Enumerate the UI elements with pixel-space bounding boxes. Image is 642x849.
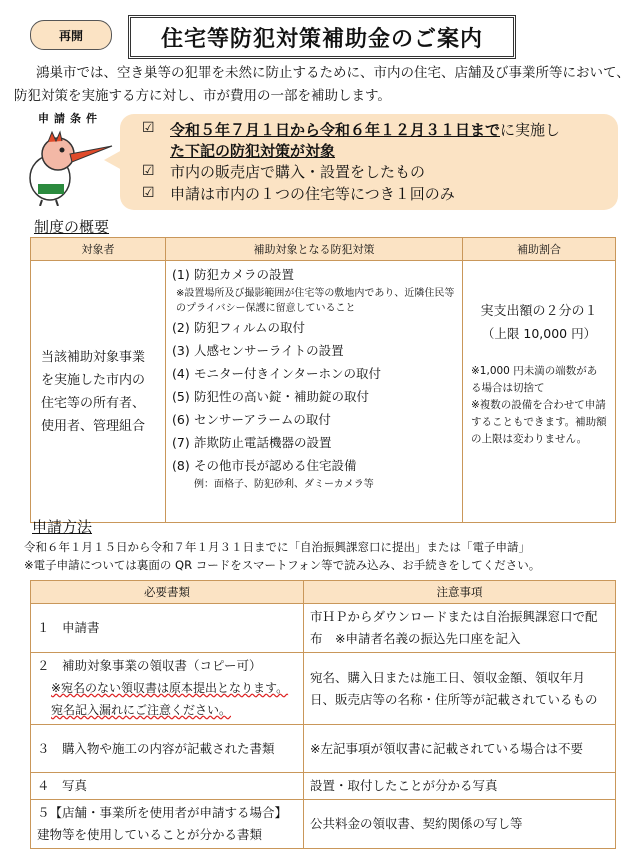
requirement-once: 申請は市内の１つの住宅等につき１回のみ [170, 185, 455, 203]
method-line1: 令和６年１月１５日から令和７年１月３１日までに「自治振興課窓口に提出」または「電子申請」 [24, 540, 530, 554]
note-cell: 設置・取付したことが分かる写真 [304, 773, 616, 800]
measures-cell [166, 261, 463, 523]
doc-cell: ３ 購入物や施工の内容が記載された書類 [31, 725, 304, 773]
doc-cell: １ 申請書 [31, 604, 304, 653]
list-item: (8) その他市長が認める住宅設備 [172, 458, 357, 473]
note-cell: 市ＨＰからダウンロードまたは自治振興課窓口で配布 ※申請者名義の振込先口座を記入 [304, 604, 616, 653]
intro-text: 鴻巣市では、空き巣等の犯罪を未然に防止するために、市内の住宅、店舗及び事業所等において、防犯対策を実施する方に対し、市が費用の一部を補助します。 [14, 65, 630, 104]
list-item: (5) 防犯性の高い錠・補助錠の取付 [172, 389, 370, 404]
requirements-label: 申請条件 [38, 112, 102, 125]
doc-cell: ２ 補助対象事業の領収書（コピー可） ※宛名のない領収書は原本提出となります。宛名記入漏れにご注意ください。 [31, 653, 304, 725]
col-target: 対象者 [31, 238, 166, 261]
other-example: 例：面格子、防犯砂利、ダミーカメラ等 [194, 479, 374, 490]
table-row [31, 725, 616, 773]
rate-cell [463, 261, 616, 523]
checkbox-icon: ☑ [142, 185, 155, 201]
receipt-warning: ※宛名のない領収書は原本提出となります。宛名記入漏れにご注意ください。 [51, 681, 289, 717]
table-row [31, 773, 616, 800]
callout-tail [104, 150, 122, 170]
target-cell: 当該補助対象事業を実施した市内の住宅等の所有者、使用者、管理組合 [31, 261, 166, 523]
list-item: (3) 人感センサーライトの設置 [172, 343, 344, 358]
rate-note: ※1,000 円未満の端数がある場合は切捨て [471, 365, 598, 394]
table-row [31, 653, 616, 725]
col-measures: 補助対象となる防犯対策 [166, 238, 463, 261]
checkbox-icon: ☑ [142, 120, 155, 136]
documents-table [30, 580, 616, 849]
rate-limit: （上限 10,000 円） [481, 326, 597, 341]
overview-heading: 制度の概要 [34, 218, 110, 236]
table-row [31, 604, 616, 653]
col-notes: 注意事項 [304, 581, 616, 604]
method-line2: ※電子申請については裏面の QR コードをスマートフォン等で読み込み、お手続きをしてください。 [24, 558, 541, 572]
list-item: (6) センサーアラームの取付 [172, 412, 331, 427]
list-item: (7) 詐欺防止電話機器の設置 [172, 435, 332, 450]
rate-note: ※複数の設備を合わせて申請することもできます。補助額の上限は変わりません。 [471, 399, 607, 445]
page-title: 住宅等防犯対策補助金のご案内 [128, 15, 516, 59]
mascot-bird-illustration [20, 126, 116, 206]
list-item: (4) モニター付きインターホンの取付 [172, 366, 382, 381]
doc-cell: ５【店舗・事業所を使用者が申請する場合】建物等を使用していることが分かる書類 [31, 800, 304, 849]
note-cell: 宛名、購入日または施工日、領収金額、領収年月日、販売店等の名称・住所等が記載されているもの [304, 653, 616, 725]
note-cell: 公共料金の領収書、契約関係の写し等 [304, 800, 616, 849]
col-documents: 必要書類 [31, 581, 304, 604]
requirement-period-line2: た下記の防犯対策が対象 [170, 142, 336, 160]
requirement-local-shop: 市内の販売店で購入・設置をしたもの [170, 163, 426, 181]
method-heading: 申請方法 [32, 518, 93, 536]
note-cell: ※左記事項が領収書に記載されている場合は不要 [304, 725, 616, 773]
doc-cell: ４ 写真 [31, 773, 304, 800]
checkbox-icon: ☑ [142, 163, 155, 179]
requirement-period: 令和５年７月１日から令和６年１２月３１日までに実施し [170, 121, 561, 139]
list-item: (1) 防犯カメラの設置 [172, 267, 295, 282]
col-rate: 補助割合 [463, 238, 616, 261]
camera-note: ※設置場所及び撮影範囲が住宅等の敷地内であり、近隣住民等のプライバシー保護に留意していること [176, 288, 455, 314]
list-item: (2) 防犯フィルムの取付 [172, 320, 306, 335]
overview-table [30, 237, 616, 523]
reopen-badge: 再開 [30, 20, 112, 50]
table-row [31, 800, 616, 849]
rate-main: 実支出額の２分の１ [480, 304, 598, 319]
